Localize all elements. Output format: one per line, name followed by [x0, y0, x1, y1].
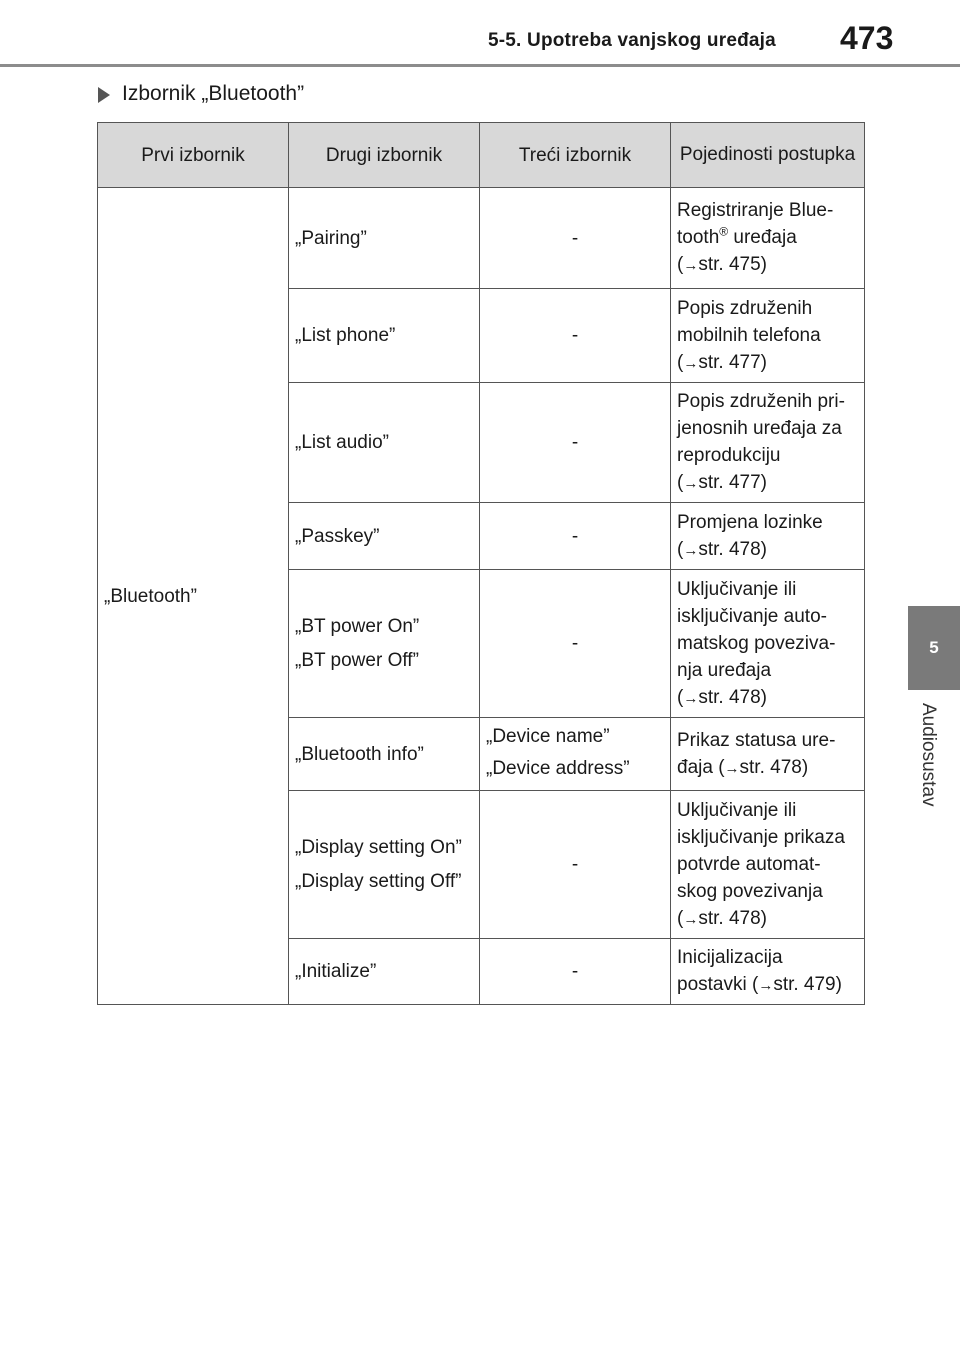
menu-option: „Device address” — [486, 758, 630, 779]
details-line: reprodukciju — [677, 445, 781, 466]
details-line: Uključivanje ili — [677, 799, 797, 821]
details-line: tooth® uređaja — [677, 224, 797, 248]
page-reference: đaja (→str. 478) — [677, 756, 809, 778]
menu-option: - — [571, 633, 579, 654]
chapter-number: 5 — [929, 638, 939, 657]
details-line: matskog poveziva- — [677, 632, 836, 654]
chapter-tab — [908, 606, 960, 690]
arrow-right-icon: → — [683, 354, 699, 372]
page-reference: (→str. 477) — [677, 351, 767, 373]
menu-option: „Bluetooth info” — [295, 743, 424, 765]
third-menu-cell — [480, 718, 671, 791]
second-menu-cell — [289, 188, 480, 289]
third-menu-cell — [480, 188, 671, 289]
menu-option: „Initialize” — [295, 961, 377, 982]
second-menu-cell — [289, 718, 480, 791]
arrow-right-icon: → — [683, 257, 699, 274]
bluetooth-menu-table — [97, 122, 865, 1005]
menu-option: „BT power On” — [295, 615, 420, 637]
details-line: Uključivanje ili — [677, 578, 797, 600]
page-reference: postavki (→str. 479) — [677, 974, 842, 995]
arrow-right-icon: → — [683, 910, 699, 928]
page-reference: (→str. 477) — [677, 472, 767, 493]
menu-option: - — [571, 432, 579, 453]
second-menu-cell — [289, 503, 480, 570]
details-line: Prikaz statusa ure- — [677, 729, 836, 751]
details-line: mobilnih telefona — [677, 324, 821, 346]
menu-option: - — [571, 325, 579, 346]
menu-option: „List phone” — [295, 325, 396, 346]
details-cell — [671, 503, 865, 570]
page-header — [0, 0, 960, 66]
table-row — [98, 188, 865, 289]
arrow-right-icon: → — [683, 541, 699, 559]
details-cell — [671, 383, 865, 503]
details-line: jenosnih uređaja za — [677, 418, 842, 439]
menu-option: „List audio” — [295, 432, 389, 453]
menu-option: „Device name” — [486, 726, 610, 747]
third-menu-cell — [480, 289, 671, 383]
details-line: Popis združenih — [677, 297, 813, 319]
details-line: Promjena lozinke — [677, 511, 823, 533]
arrow-right-icon: → — [724, 759, 740, 777]
page-reference: (→str. 478) — [677, 538, 767, 560]
second-menu-cell — [289, 939, 480, 1005]
second-menu-cell — [289, 383, 480, 503]
table-header-row — [98, 123, 865, 188]
first-menu-cell: „Bluetooth” — [98, 188, 289, 1005]
page-reference: (→str. 478) — [677, 686, 767, 708]
details-line: isključivanje prikaza — [677, 826, 845, 848]
page-number: 473 — [840, 20, 894, 56]
third-menu-cell — [480, 503, 671, 570]
arrow-right-icon: → — [683, 475, 699, 492]
chapter-label: Audiosustav — [918, 703, 939, 807]
details-cell — [671, 718, 865, 791]
menu-option: - — [571, 854, 579, 875]
second-menu-cell — [289, 570, 480, 718]
details-line: isključivanje auto- — [677, 605, 827, 627]
third-menu-cell — [480, 383, 671, 503]
menu-option: „BT power Off” — [295, 649, 419, 671]
header-divider — [0, 64, 960, 67]
section-title: 5-5. Upotreba vanjskog uređaja — [488, 30, 776, 51]
page-reference: (→str. 475) — [677, 254, 767, 275]
details-cell — [671, 570, 865, 718]
second-menu-cell — [289, 791, 480, 939]
menu-option: - — [571, 961, 579, 982]
page-reference: (→str. 478) — [677, 907, 767, 929]
third-menu-cell — [480, 939, 671, 1005]
menu-option: „Pairing” — [295, 227, 367, 249]
details-line: nja uređaja — [677, 659, 772, 681]
menu-option: „Display setting On” — [295, 836, 462, 858]
details-line: Inicijalizacija — [677, 947, 783, 968]
third-menu-cell — [480, 791, 671, 939]
arrow-right-icon: → — [758, 977, 774, 994]
section-heading-text: Izbornik „Bluetooth” — [122, 82, 305, 105]
column-header: Treći izbornik — [480, 123, 671, 188]
column-header: Prvi izbornik — [98, 123, 289, 188]
details-line: Popis združenih pri- — [677, 391, 845, 412]
arrow-right-icon: → — [683, 689, 699, 707]
menu-option: „Display setting Off” — [295, 870, 462, 892]
details-cell — [671, 188, 865, 289]
menu-option: - — [571, 227, 579, 249]
section-heading — [98, 82, 304, 106]
column-header: Pojedinosti postupka — [671, 123, 865, 188]
details-line: skog povezivanja — [677, 880, 823, 902]
second-menu-cell — [289, 289, 480, 383]
details-line: Registriranje Blue- — [677, 200, 834, 221]
menu-option: „Passkey” — [295, 525, 380, 547]
details-cell — [671, 791, 865, 939]
menu-option: - — [571, 525, 579, 547]
triangle-bullet-icon — [98, 87, 110, 103]
third-menu-cell — [480, 570, 671, 718]
column-header: Drugi izbornik — [289, 123, 480, 188]
details-cell — [671, 939, 865, 1005]
details-line: potvrde automat- — [677, 853, 821, 875]
details-cell — [671, 289, 865, 383]
